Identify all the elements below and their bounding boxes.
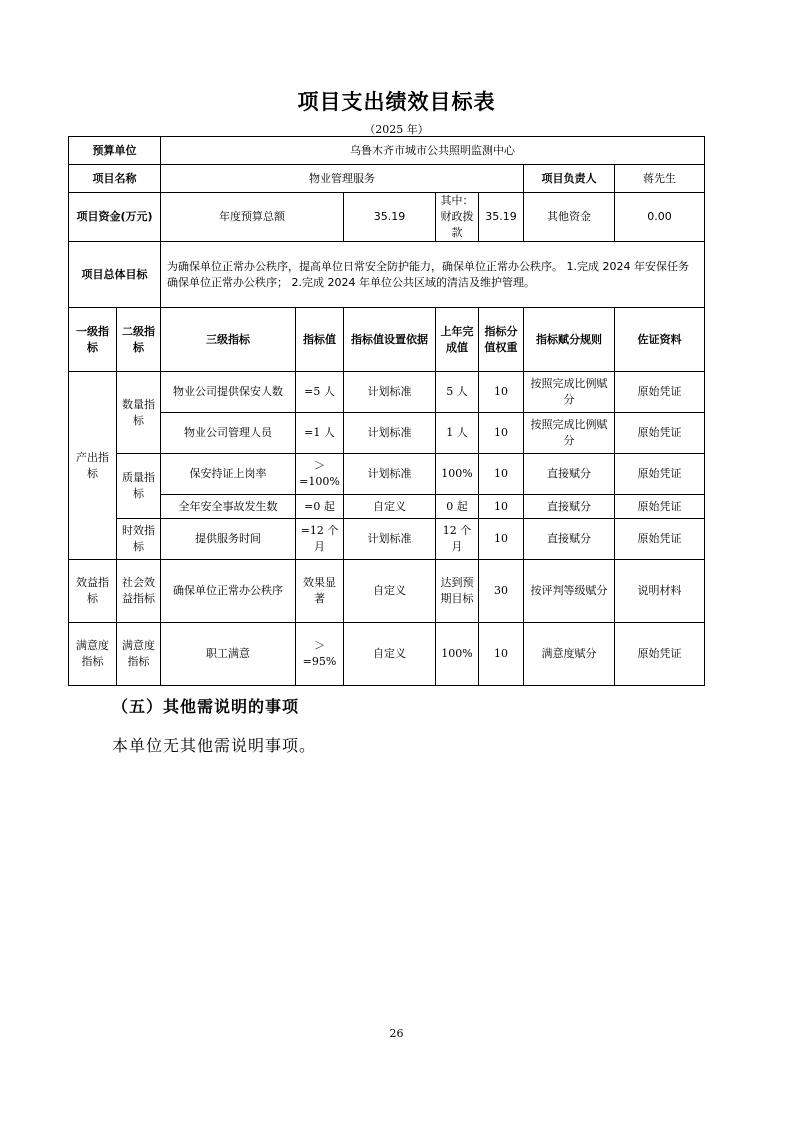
row-basis: 计划标准 xyxy=(344,519,436,560)
row-evidence: 原始凭证 xyxy=(615,372,705,413)
row-name: 物业公司管理人员 xyxy=(161,413,296,454)
row-last: 0 起 xyxy=(436,495,479,519)
manager-label: 项目负责人 xyxy=(524,165,615,193)
row-rule: 按照完成比例赋分 xyxy=(524,413,615,454)
row-evidence: 原始凭证 xyxy=(615,519,705,560)
col-basis: 指标值设置依据 xyxy=(344,308,436,372)
row-rule: 按评判等级赋分 xyxy=(524,560,615,623)
fiscal-label: 其中：财政拨款 xyxy=(436,193,479,242)
row-basis: 自定义 xyxy=(344,495,436,519)
row-value: 效果显著 xyxy=(296,560,344,623)
budget-unit-label: 预算单位 xyxy=(69,137,161,165)
row-basis: 计划标准 xyxy=(344,454,436,495)
other-funds xyxy=(615,193,705,242)
project-name-label: 项目名称 xyxy=(69,165,161,193)
row-value: =1 人 xyxy=(296,413,344,454)
row-weight: 10 xyxy=(479,454,524,495)
row-weight: 30 xyxy=(479,560,524,623)
row-evidence: 原始凭证 xyxy=(615,413,705,454)
row-basis: 自定义 xyxy=(344,623,436,686)
col-evidence: 佐证资料 xyxy=(615,308,705,372)
row-value: =5 人 xyxy=(296,372,344,413)
annual-total-value: 35.19 xyxy=(344,193,436,242)
group-timeliness: 时效指标 xyxy=(117,519,161,560)
year-label: （2025 年） xyxy=(364,123,429,136)
row-evidence: 原始凭证 xyxy=(615,623,705,686)
row-name: 保安持证上岗率 xyxy=(161,454,296,495)
row-basis: 计划标准 xyxy=(344,372,436,413)
table-row xyxy=(69,454,705,495)
row-last: 1 人 xyxy=(436,413,479,454)
row-weight: 10 xyxy=(479,519,524,560)
table-row xyxy=(69,519,705,560)
group-benefit: 效益指标 xyxy=(69,560,117,623)
col-value: 指标值 xyxy=(296,308,344,372)
funds-label: 项目资金(万元) xyxy=(69,193,161,242)
goal-label: 项目总体目标 xyxy=(69,242,161,308)
row-rule: 直接赋分 xyxy=(524,495,615,519)
goal-text: 为确保单位正常办公秩序，提高单位日常安全防护能力，确保单位正常办公秩序。 1.完成 2024 年安保任务确保单位正常办公秩序； 2.完成 2024 年单位公共区域的清洁及维护管理。 xyxy=(161,242,705,308)
row-value: ＞=95% xyxy=(296,623,344,686)
group-quantity: 数量指标 xyxy=(117,372,161,454)
row-evidence: 原始凭证 xyxy=(615,495,705,519)
budget-unit-value: 乌鲁木齐市城市公共照明监测中心 xyxy=(161,137,705,165)
row-rule: 直接赋分 xyxy=(524,519,615,560)
row-value: ＞=100% xyxy=(296,454,344,495)
table-row xyxy=(69,413,705,454)
section-text: 本单位无其他需说明事项。 xyxy=(112,736,317,755)
row-name: 提供服务时间 xyxy=(161,519,296,560)
row-last: 达到预期目标 xyxy=(436,560,479,623)
manager-value: 蒋先生 xyxy=(615,165,705,193)
row-value: =12 个月 xyxy=(296,519,344,560)
col-rule: 指标赋分规则 xyxy=(524,308,615,372)
row-last: 100% xyxy=(436,623,479,686)
row-weight: 10 xyxy=(479,623,524,686)
row-name: 确保单位正常办公秩序 xyxy=(161,560,296,623)
table-row xyxy=(69,560,705,623)
col-weight: 指标分值权重 xyxy=(479,308,524,372)
group-satisfaction-1: 满意度指标 xyxy=(69,623,117,686)
row-value: =0 起 xyxy=(296,495,344,519)
group-output: 产出指标 xyxy=(69,372,117,560)
row-last: 100% xyxy=(436,454,479,495)
table-row xyxy=(69,495,705,519)
row-evidence: 说明材料 xyxy=(615,560,705,623)
other-label-cell: 其他资金 xyxy=(524,193,615,242)
col-last-year: 上年完成值 xyxy=(436,308,479,372)
row-weight: 10 xyxy=(479,372,524,413)
row-rule: 按照完成比例赋分 xyxy=(524,372,615,413)
fiscal-value: 35.19 xyxy=(479,193,524,242)
row-weight: 10 xyxy=(479,495,524,519)
other-value: 0.00 xyxy=(647,210,672,223)
group-satisfaction-2: 满意度指标 xyxy=(117,623,161,686)
row-basis: 自定义 xyxy=(344,560,436,623)
page-number: 26 xyxy=(389,1027,404,1040)
section-heading: （五）其他需说明的事项 xyxy=(112,697,300,716)
page-title: 项目支出绩效目标表 xyxy=(297,90,496,114)
annual-total-label: 年度预算总额 xyxy=(161,193,344,242)
row-basis: 计划标准 xyxy=(344,413,436,454)
row-weight: 10 xyxy=(479,413,524,454)
col-level1: 一级指标 xyxy=(69,308,117,372)
row-name: 全年安全事故发生数 xyxy=(161,495,296,519)
table-row xyxy=(69,372,705,413)
performance-table xyxy=(68,136,705,686)
col-level2: 二级指标 xyxy=(117,308,161,372)
row-last: 5 人 xyxy=(436,372,479,413)
row-name: 物业公司提供保安人数 xyxy=(161,372,296,413)
row-evidence: 原始凭证 xyxy=(615,454,705,495)
table-row xyxy=(69,623,705,686)
col-level3: 三级指标 xyxy=(161,308,296,372)
project-name-value: 物业管理服务 xyxy=(161,165,524,193)
row-last: 12 个月 xyxy=(436,519,479,560)
row-name: 职工满意 xyxy=(161,623,296,686)
group-quality: 质量指标 xyxy=(117,454,161,519)
group-social: 社会效益指标 xyxy=(117,560,161,623)
row-rule: 直接赋分 xyxy=(524,454,615,495)
row-rule: 满意度赋分 xyxy=(524,623,615,686)
